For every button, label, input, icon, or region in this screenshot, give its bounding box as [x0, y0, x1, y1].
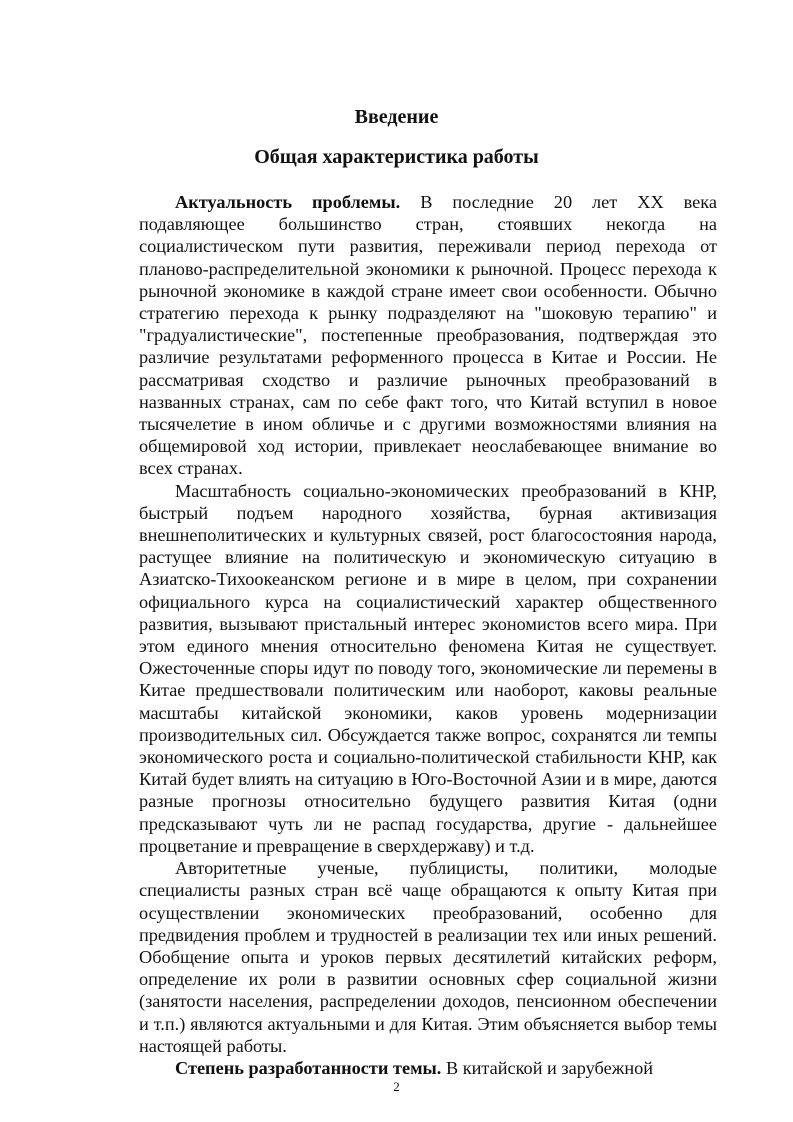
- paragraph-text: Авторитетные ученые, публицисты, политики, молодые специалисты разных стран всё чаще обращаются к опыту Китая при осуществлении экономических преобразований, особенно для предвидения проблем и трудностей в реализации тех или иных решений. Обобщение опыта и уроков первых десятилетий китайских реформ, определение их роли в развитии основных сфер социальной жизни (занятости населения, распределении доходов, пенсионном обеспечении и т.п.) являются актуальными и для Китая. Этим объясняется выбор темы настоящей работы.: [139, 858, 717, 1056]
- paragraph-relevance: [139, 191, 717, 480]
- paragraph-experts: [139, 857, 717, 1057]
- section-subheading: Общая характеристика работы: [254, 146, 539, 168]
- page-number: 2: [393, 1079, 400, 1094]
- paragraph-elaboration: [139, 1057, 717, 1079]
- section-heading: Введение: [354, 106, 439, 128]
- paragraph-text: Масштабность социально-экономических преобразований в КНР, быстрый подъем народного хозяйства, бурная активизация внешнеполитических и культурных связей, рост благосостояния народа, растущее влияние на политическую и экономическую ситуацию в Азиатско-Тихоокеанском регионе и в мире в целом, при сохранении официального курса на социалистический характер общественного развития, вызывают пристальный интерес экономистов всего мира. При этом единого мнения относительно феномена Китая не существует. Ожесточенные споры идут по поводу того, экономические ли перемены в Китае предшествовали политическим или наоборот, каковы реальные масштабы китайской экономики, каков уровень модернизации производительных сил. Обсуждается также вопрос, сохранятся ли темпы экономического роста и социально-политической стабильности КНР, как Китай будет влиять на ситуацию в Юго-Восточной Азии и в мире, даются разные прогнозы относительно будущего развития Китая (одни предсказывают чуть ли не распад государства, другие - дальнейшее процветание и превращение в сверхдержаву) и т.д.: [139, 480, 717, 856]
- paragraph-scale: [139, 480, 717, 857]
- paragraph-text: В последние 20 лет XX века подавляющее большинство стран, стоявших некогда на социалистическом пути развития, переживали период перехода от планово-распределительной экономики к рыночной. Процесс перехода к рыночной экономике в каждой стране имеет свои особенности. Обычно стратегию перехода к рынку подразделяют на "шоковую терапию" и "градуалистические", постепенные преобразования, подтверждая это различие результатами реформенного процесса в Китае и России. Не рассматривая сходство и различие рыночных преобразований в названных странах, сам по себе факт того, что Китай вступил в новое тысячелетие в ином обличье и с другими возможностями влияния на общемировой ход истории, привлекает неослабевающее внимание во всех странах.: [139, 192, 717, 479]
- body-text: [139, 191, 717, 1079]
- paragraph-lead: Степень разработанности темы.: [175, 1057, 442, 1078]
- paragraph-lead: Актуальность проблемы.: [175, 192, 401, 212]
- paragraph-text: В китайской и зарубежной: [445, 1057, 654, 1078]
